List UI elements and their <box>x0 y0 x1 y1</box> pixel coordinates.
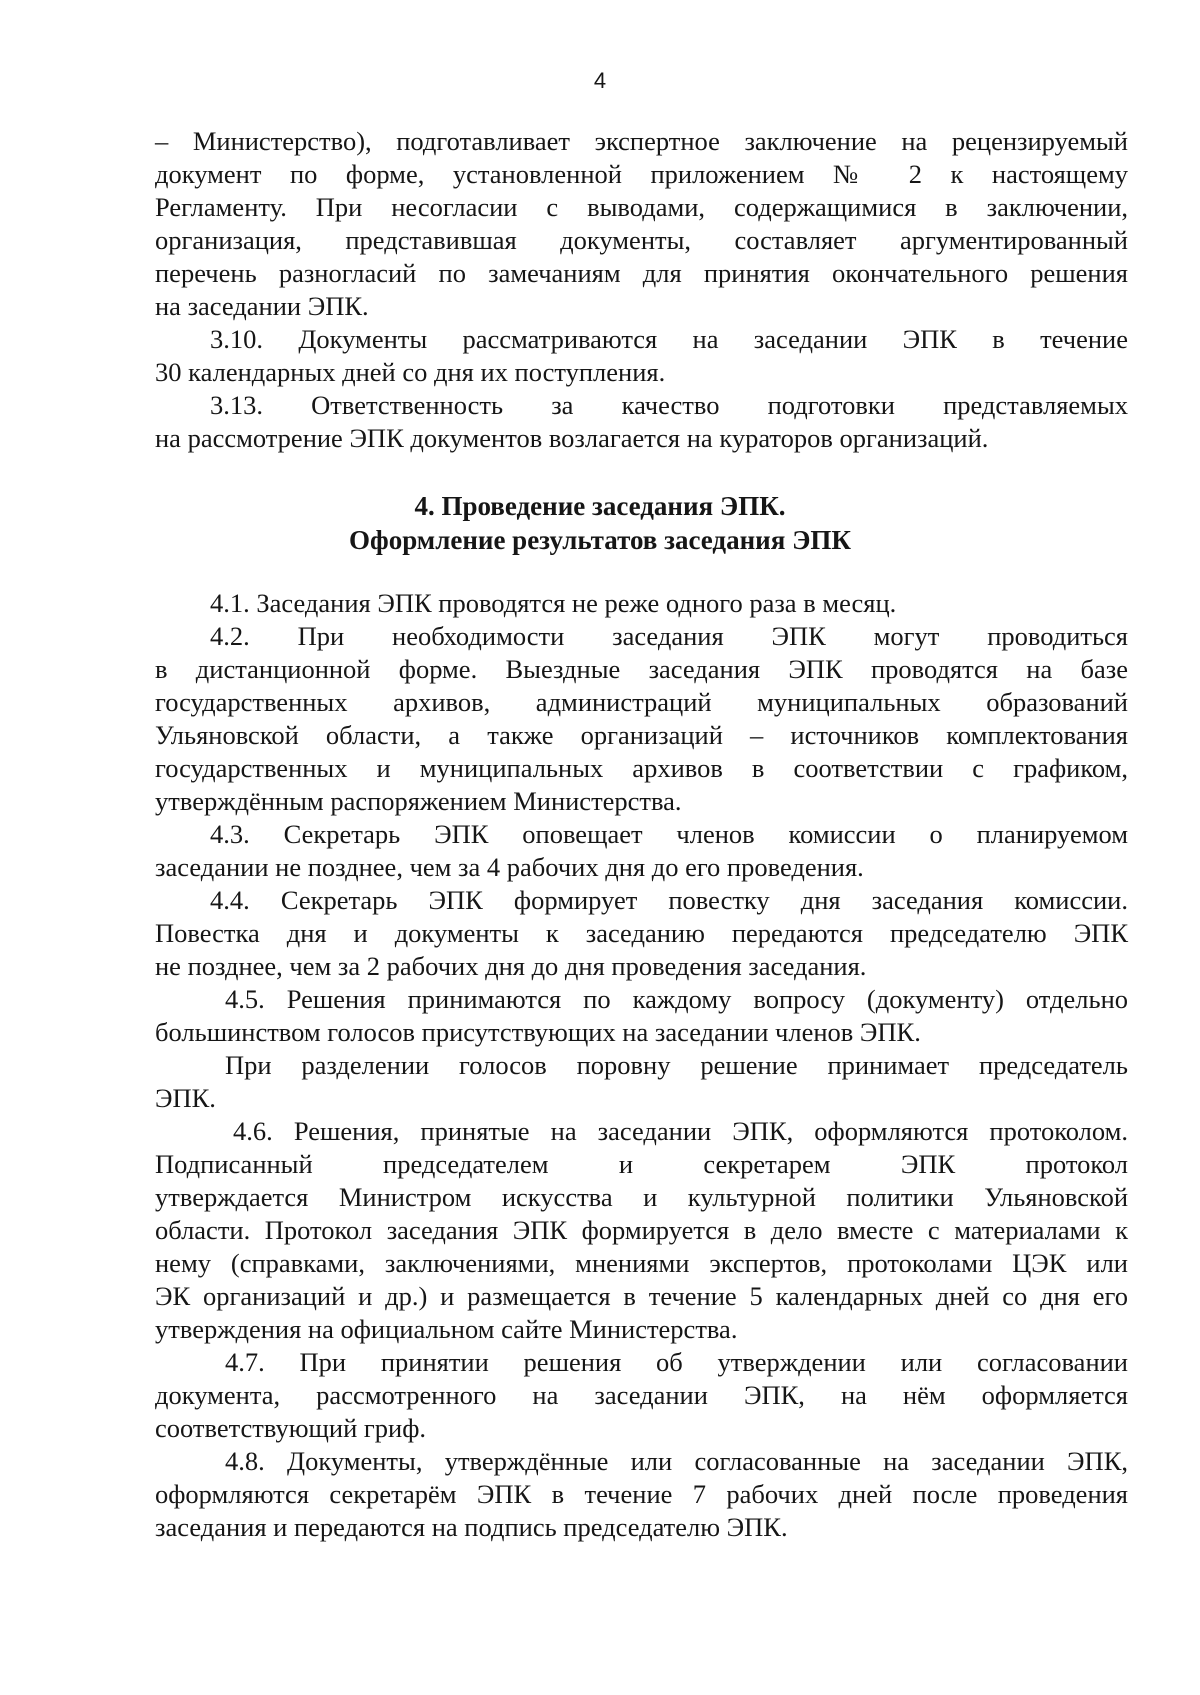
text-line: государственных и муниципальных архивов в соответствии с графиком, <box>155 753 1128 783</box>
text-line: 4.7. При принятии решения об утверждении или согласовании <box>225 1347 1128 1377</box>
text-line: 4.6. Решения, принятые на заседании ЭПК, оформляются протоколом. <box>233 1116 1128 1146</box>
text-line: 4.8. Документы, утверждённые или согласованные на заседании ЭПК, <box>225 1446 1128 1476</box>
text-line: документ по форме, установленной приложением № 2 к настоящему <box>155 159 1128 189</box>
text-line: на рассмотрение ЭПК документов возлагается на кураторов организаций. <box>155 423 989 453</box>
text-line: организация, представившая документы, составляет аргументированный <box>155 225 1128 255</box>
text-line: 4.2. При необходимости заседания ЭПК могут проводиться <box>210 621 1128 651</box>
text-line: перечень разногласий по замечаниям для принятия окончательного решения <box>155 258 1128 288</box>
text-line: 3.13. Ответственность за качество подготовки представляемых <box>210 390 1128 420</box>
text-line: 4.5. Решения принимаются по каждому вопросу (документу) отдельно <box>225 984 1128 1014</box>
text-line: документа, рассмотренного на заседании ЭПК, на нём оформляется <box>155 1380 1128 1410</box>
text-line: не позднее, чем за 2 рабочих дня до дня проведения заседания. <box>155 951 867 981</box>
text-line: 4.3. Секретарь ЭПК оповещает членов комиссии о планируемом <box>210 819 1128 849</box>
text-line: утверждается Министром искусства и культурной политики Ульяновской <box>155 1182 1128 1212</box>
text-line: ЭК организаций и др.) и размещается в течение 5 календарных дней со дня его <box>155 1281 1128 1311</box>
text-line: в дистанционной форме. Выездные заседания ЭПК проводятся на базе <box>155 654 1128 684</box>
text-line: При разделении голосов поровну решение принимает председатель <box>225 1050 1128 1080</box>
text-line: государственных архивов, администраций муниципальных образований <box>155 687 1128 717</box>
text-line: 4.4. Секретарь ЭПК формирует повестку дня заседания комиссии. <box>210 885 1128 915</box>
text-line: большинством голосов присутствующих на заседании членов ЭПК. <box>155 1017 921 1047</box>
text-line: утверждённым распоряжением Министерства. <box>155 786 682 816</box>
text-line: области. Протокол заседания ЭПК формируется в дело вместе с материалами к <box>155 1215 1128 1245</box>
text-line: соответствующий гриф. <box>155 1413 427 1443</box>
text-line: Ульяновской области, а также организаций – источников комплектования <box>155 720 1128 750</box>
text-line: 30 календарных дней со дня их поступления. <box>155 357 666 387</box>
page-number: 4 <box>593 68 607 93</box>
section-heading-line2: Оформление результатов заседания ЭПК <box>349 525 851 555</box>
section-heading-line1: 4. Проведение заседания ЭПК. <box>414 491 786 521</box>
text-line: нему (справками, заключениями, мнениями экспертов, протоколами ЦЭК или <box>155 1248 1128 1278</box>
text-line: оформляются секретарём ЭПК в течение 7 рабочих дней после проведения <box>155 1479 1128 1509</box>
text-line: – Министерство), подготавливает экспертное заключение на рецензируемый <box>155 126 1128 156</box>
text-line: Подписанный председателем и секретарем ЭПК протокол <box>155 1149 1128 1179</box>
text-line: заседания и передаются на подпись председателю ЭПК. <box>155 1512 788 1542</box>
text-line: 3.10. Документы рассматриваются на заседании ЭПК в течение <box>210 324 1128 354</box>
text-line: 4.1. Заседания ЭПК проводятся не реже одного раза в месяц. <box>210 588 897 618</box>
text-line: Повестка дня и документы к заседанию передаются председателю ЭПК <box>155 918 1128 948</box>
text-line: на заседании ЭПК. <box>155 291 369 321</box>
text-line: ЭПК. <box>155 1083 216 1113</box>
text-line: Регламенту. При несогласии с выводами, содержащимися в заключении, <box>155 192 1128 222</box>
text-line: утверждения на официальном сайте Министерства. <box>155 1314 738 1344</box>
text-line: заседании не позднее, чем за 4 рабочих дня до его проведения. <box>155 852 864 882</box>
